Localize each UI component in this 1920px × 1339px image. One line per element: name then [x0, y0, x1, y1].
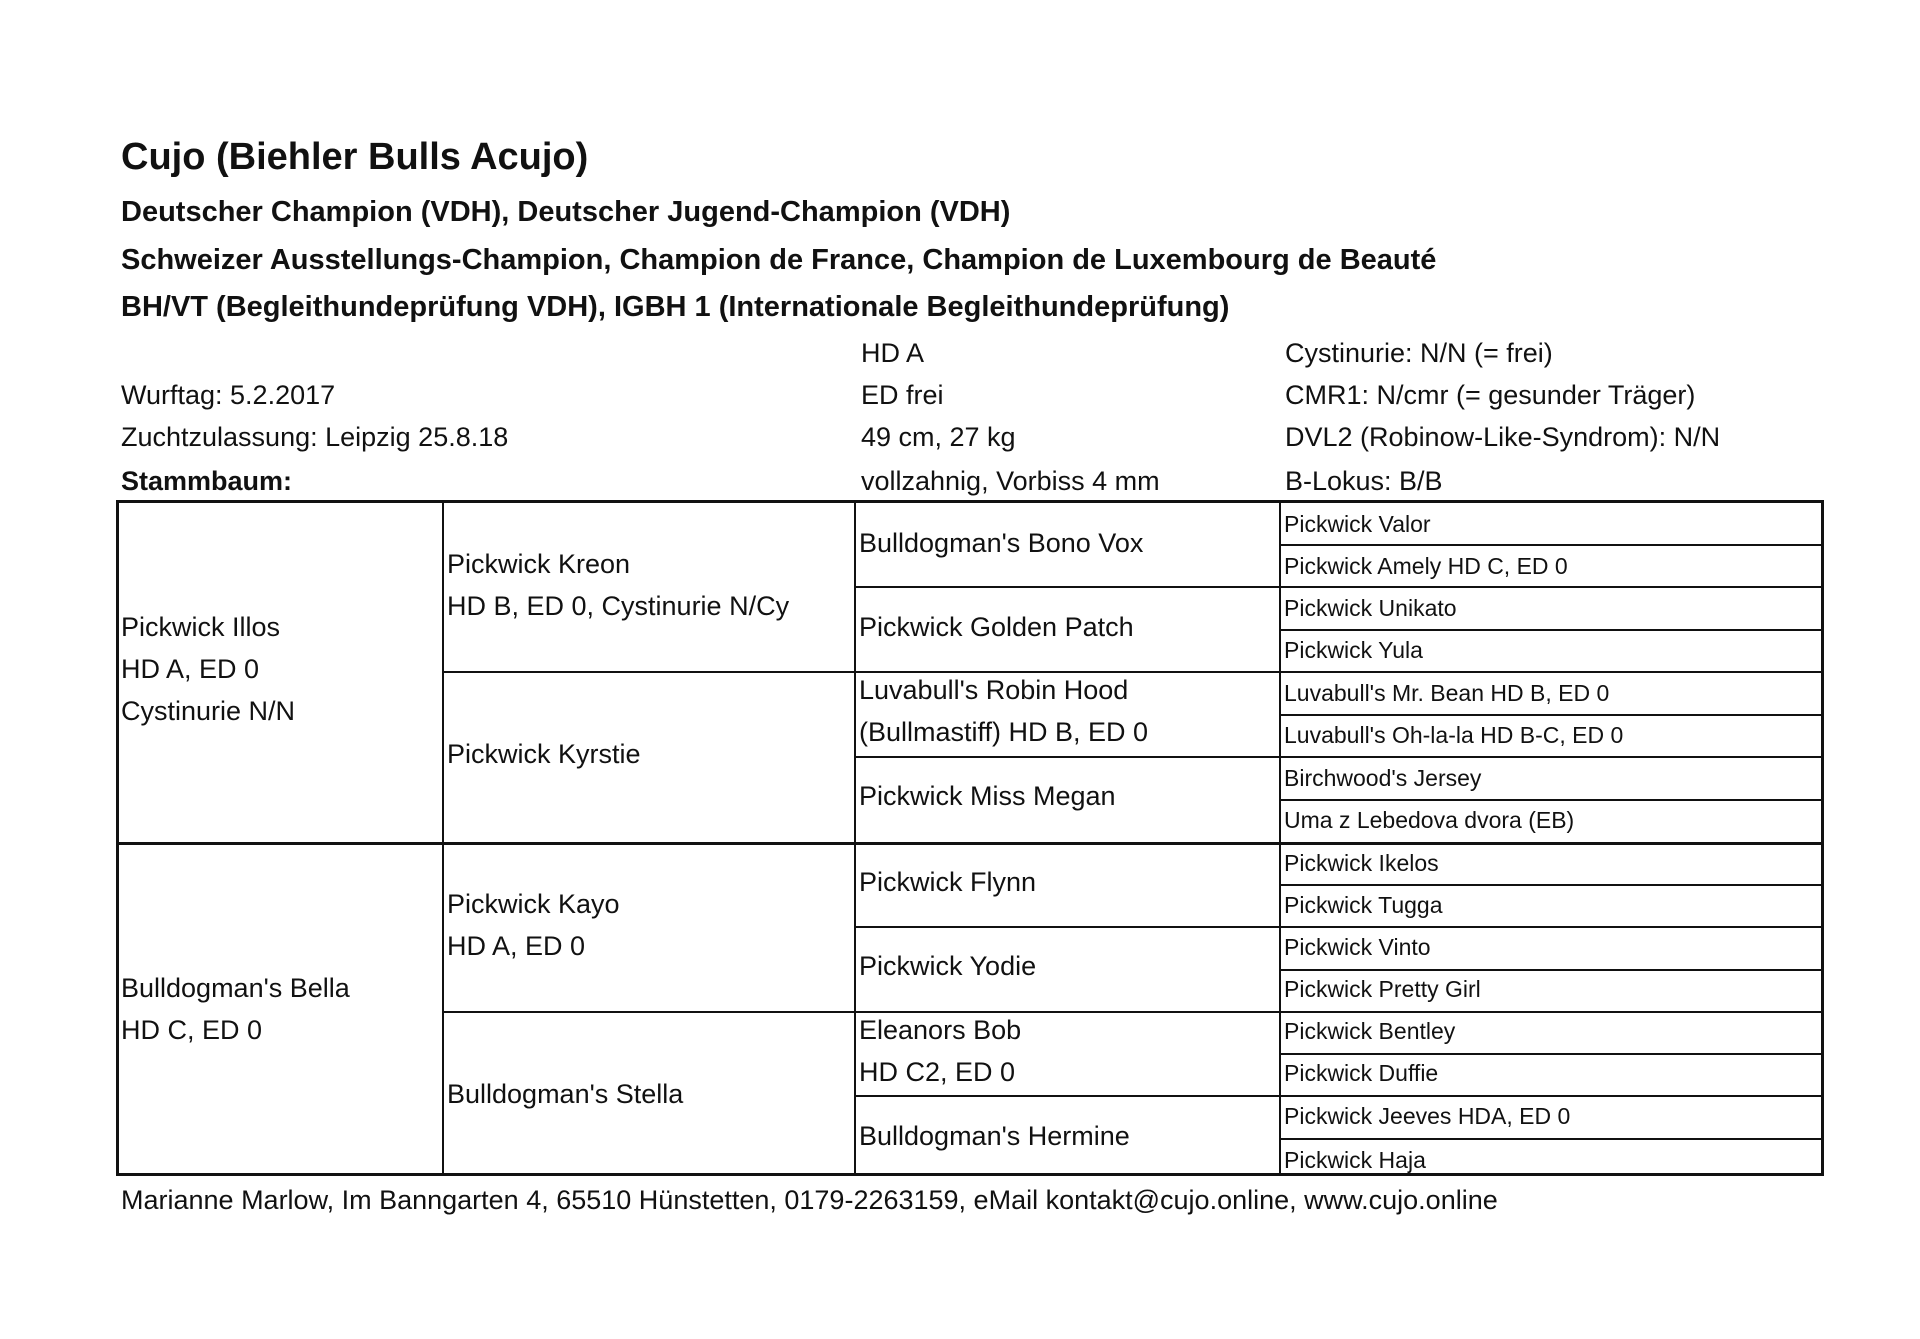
great-grandparent-name: Pickwick Miss Megan [859, 781, 1116, 811]
sire-cystinurie: Cystinurie N/N [121, 696, 296, 726]
contact-footer: Marianne Marlow, Im Banngarten 4, 65510 Hünstetten, 0179-2263159, eMail kontakt@cujo.online, www.cujo.online [121, 1185, 1498, 1215]
sire [121, 606, 295, 732]
grandparent-dam-sire [447, 883, 620, 967]
dam [121, 967, 350, 1051]
ggg-entry: Pickwick Jeeves HDA, ED 0 [1284, 1103, 1571, 1129]
ed-result: ED frei [861, 380, 944, 410]
divider [854, 586, 1824, 588]
ggg-entry: Pickwick Bentley [1284, 1018, 1456, 1044]
ggg-entry: Pickwick Valor [1284, 511, 1431, 537]
divider [442, 1011, 1824, 1013]
great-grandparent-name: Pickwick Flynn [859, 867, 1037, 897]
grandparent-dam-dam [447, 1073, 683, 1115]
grandparent-sire-dam [447, 733, 641, 775]
cystinurie-result: Cystinurie: N/N (= frei) [1285, 338, 1553, 368]
dog-name-title: Cujo (Biehler Bulls Acujo) [121, 136, 589, 178]
great-grandparent [859, 522, 1143, 564]
sire-health: HD A, ED 0 [121, 654, 260, 684]
ggg-entry: Luvabull's Oh-la-la HD B-C, ED 0 [1284, 722, 1624, 748]
ggg-entry: Luvabull's Mr. Bean HD B, ED 0 [1284, 680, 1610, 706]
divider [1279, 500, 1281, 1176]
great-grandparent-name: Pickwick Yodie [859, 951, 1037, 981]
titles-line-2: Schweizer Ausstellungs-Champion, Champion de France, Champion de Luxembourg de Beauté [121, 244, 1437, 276]
divider [1279, 544, 1824, 546]
grandparent-sire-sire [447, 543, 789, 627]
great-grandparent-health: HD C2, ED 0 [859, 1057, 1016, 1087]
great-grandparent [859, 861, 1036, 903]
stammbaum-label: Stammbaum: [121, 466, 293, 496]
ggg-entry: Pickwick Tugga [1284, 892, 1443, 918]
divider [854, 926, 1824, 928]
divider [442, 500, 444, 1176]
great-grandparent-name: Bulldogman's Bono Vox [859, 528, 1144, 558]
divider [1279, 884, 1824, 886]
divider [116, 842, 1824, 845]
ggg-entry: Pickwick Yula [1284, 637, 1423, 663]
great-grandparent-name: Eleanors Bob [859, 1015, 1022, 1045]
ggg-entry: Birchwood's Jersey [1284, 765, 1482, 791]
divider [1279, 629, 1824, 631]
wurftag-text: Wurftag: 5.2.2017 [121, 380, 336, 410]
teeth-info: vollzahnig, Vorbiss 4 mm [861, 466, 1160, 496]
great-grandparent [859, 669, 1148, 753]
divider [1279, 714, 1824, 716]
divider [854, 500, 856, 1176]
dam-name: Bulldogman's Bella [121, 973, 350, 1003]
ggg-entry: Pickwick Haja [1284, 1147, 1426, 1173]
ggg-entry: Pickwick Pretty Girl [1284, 976, 1481, 1002]
divider [1279, 1138, 1824, 1140]
titles-line-3: BH/VT (Begleithundeprüfung VDH), IGBH 1 (Internationale Begleithundeprüfung) [121, 291, 1230, 323]
size-weight: 49 cm, 27 kg [861, 422, 1016, 452]
hd-result: HD A [861, 338, 925, 368]
sire-name: Pickwick Illos [121, 612, 281, 642]
dvl2-result: DVL2 (Robinow-Like-Syndrom): N/N [1285, 422, 1721, 452]
titles-line-1: Deutscher Champion (VDH), Deutscher Jugend-Champion (VDH) [121, 196, 1011, 228]
ggg-entry: Uma z Lebedova dvora (EB) [1284, 807, 1575, 833]
great-grandparent-name: Pickwick Golden Patch [859, 612, 1134, 642]
dam-health: HD C, ED 0 [121, 1015, 263, 1045]
great-grandparent [859, 1009, 1021, 1093]
zuchtzulassung-text: Zuchtzulassung: Leipzig 25.8.18 [121, 422, 509, 452]
great-grandparent [859, 775, 1116, 817]
grandparent-name: Bulldogman's Stella [447, 1079, 684, 1109]
blokus-result: B-Lokus: B/B [1285, 466, 1443, 496]
ggg-entry: Pickwick Ikelos [1284, 850, 1439, 876]
grandparent-health: HD A, ED 0 [447, 931, 586, 961]
ggg-entry: Pickwick Amely HD C, ED 0 [1284, 553, 1568, 579]
cmr1-result: CMR1: N/cmr (= gesunder Träger) [1285, 380, 1696, 410]
ggg-entry: Pickwick Vinto [1284, 934, 1431, 960]
great-grandparent [859, 1115, 1130, 1157]
great-grandparent [859, 606, 1134, 648]
grandparent-name: Pickwick Kreon [447, 549, 631, 579]
ggg-entry: Pickwick Duffie [1284, 1060, 1439, 1086]
great-grandparent-health: (Bullmastiff) HD B, ED 0 [859, 717, 1149, 747]
grandparent-health: HD B, ED 0, Cystinurie N/Cy [447, 591, 790, 621]
divider [854, 1095, 1824, 1097]
divider [1279, 1053, 1824, 1055]
divider [1279, 969, 1824, 971]
great-grandparent [859, 945, 1036, 987]
divider [1279, 799, 1824, 801]
grandparent-name: Pickwick Kayo [447, 889, 620, 919]
great-grandparent-name: Bulldogman's Hermine [859, 1121, 1130, 1151]
grandparent-name: Pickwick Kyrstie [447, 739, 641, 769]
divider [854, 756, 1824, 758]
great-grandparent-name: Luvabull's Robin Hood [859, 675, 1129, 705]
ggg-entry: Pickwick Unikato [1284, 595, 1457, 621]
